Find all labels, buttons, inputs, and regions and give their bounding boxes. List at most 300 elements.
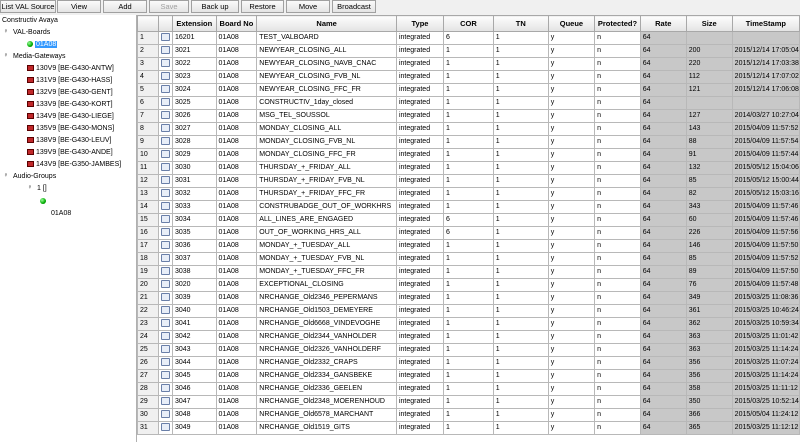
column-header-rate[interactable]: Rate [640, 16, 686, 32]
queue-cell: y [548, 84, 594, 97]
row-icon-cell[interactable] [159, 370, 173, 383]
tree-gateway-item[interactable] [27, 112, 114, 122]
board-label: 01A08 [36, 41, 57, 48]
size-cell: 91 [686, 149, 732, 162]
expand-icon[interactable]: ♀ [3, 172, 9, 179]
gateway-icon [27, 65, 34, 71]
timestamp-cell: 2014/03/27 10:27:04 [732, 110, 799, 123]
timestamp-cell: 2015/04/09 11:57:52 [732, 253, 799, 266]
gateway-icon [27, 101, 34, 107]
row-number: 22 [138, 305, 159, 318]
board-cell: 01A08 [216, 84, 257, 97]
tree-group[interactable]: 1 [] [37, 185, 47, 192]
queue-cell: y [548, 383, 594, 396]
queue-cell: y [548, 149, 594, 162]
timestamp-cell: 2015/04/09 11:57:50 [732, 240, 799, 253]
size-cell: 356 [686, 357, 732, 370]
view-button[interactable]: View [57, 0, 101, 13]
timestamp-cell: 2015/04/09 11:57:44 [732, 149, 799, 162]
type-cell: integrated [396, 409, 443, 422]
tree-val-boards[interactable]: VAL-Boards [13, 29, 51, 36]
protected-cell: n [595, 97, 641, 110]
gateway-label: 139V9 [BE-G430-ANDE] [36, 149, 113, 156]
tree-gateway-item[interactable] [27, 64, 114, 74]
table-row[interactable] [138, 84, 800, 97]
extension-cell: 3037 [173, 253, 217, 266]
table-row[interactable] [138, 357, 800, 370]
row-icon-cell[interactable] [159, 201, 173, 214]
extension-cell: 3044 [173, 357, 217, 370]
column-header-name[interactable]: Name [257, 16, 397, 32]
table-row[interactable] [138, 188, 800, 201]
announcement-table [137, 15, 800, 435]
timestamp-cell: 2015/03/25 10:46:24 [732, 305, 799, 318]
table-row[interactable] [138, 396, 800, 409]
extension-cell: 3031 [173, 175, 217, 188]
column-header-row-number[interactable] [138, 16, 159, 32]
type-cell: integrated [396, 175, 443, 188]
size-cell: 363 [686, 344, 732, 357]
rate-cell: 64 [640, 383, 686, 396]
tn-cell: 1 [493, 175, 548, 188]
gateway-label: 135V9 [BE-G430-MONS] [36, 125, 115, 132]
tree-gateway-item[interactable] [27, 100, 113, 110]
tree-gateway-item[interactable] [27, 160, 121, 170]
tn-cell: 1 [493, 136, 548, 149]
tn-cell: 1 [493, 201, 548, 214]
board-cell: 01A08 [216, 422, 257, 435]
row-icon-cell[interactable] [159, 357, 173, 370]
board-cell: 01A08 [216, 370, 257, 383]
extension-cell: 3047 [173, 396, 217, 409]
column-header-protected[interactable]: Protected? [595, 16, 641, 32]
type-cell: integrated [396, 201, 443, 214]
announcement-icon [161, 410, 170, 418]
type-cell: integrated [396, 110, 443, 123]
table-row[interactable] [138, 149, 800, 162]
type-cell: integrated [396, 71, 443, 84]
tree-gateway-item[interactable] [27, 76, 112, 86]
row-icon-cell[interactable] [159, 136, 173, 149]
name-cell: MONDAY_CLOSING_ALL [257, 123, 397, 136]
tree-audio-groups[interactable]: Audio-Groups [13, 173, 57, 180]
list-val-source-button[interactable]: List VAL Source [1, 2, 55, 11]
column-header-queue[interactable]: Queue [548, 16, 594, 32]
queue-cell: y [548, 305, 594, 318]
timestamp-cell [732, 97, 799, 110]
type-cell: integrated [396, 84, 443, 97]
row-icon-cell[interactable] [159, 266, 173, 279]
cor-cell: 1 [444, 292, 494, 305]
timestamp-cell: 2015/12/14 17:05:04 [732, 45, 799, 58]
type-cell: integrated [396, 97, 443, 110]
tn-cell: 1 [493, 188, 548, 201]
queue-cell: y [548, 136, 594, 149]
row-icon-cell[interactable] [159, 422, 173, 435]
extension-cell: 3049 [173, 422, 217, 435]
table-row[interactable] [138, 136, 800, 149]
tree-board-01a08[interactable] [27, 40, 57, 50]
tree-media-gateways[interactable]: Media-Gateways [13, 53, 66, 60]
queue-cell: y [548, 396, 594, 409]
gateway-icon [27, 113, 34, 119]
row-icon-cell[interactable] [159, 110, 173, 123]
announcement-icon [161, 189, 170, 197]
cor-cell: 6 [444, 214, 494, 227]
extension-cell: 3030 [173, 162, 217, 175]
queue-cell: y [548, 175, 594, 188]
tree-gateway-item[interactable] [27, 148, 113, 158]
name-cell: TEST_VALBOARD [257, 32, 397, 45]
row-number: 25 [138, 344, 159, 357]
board-cell: 01A08 [216, 318, 257, 331]
extension-cell: 3027 [173, 123, 217, 136]
rate-cell: 64 [640, 409, 686, 422]
announcement-icon [161, 163, 170, 171]
rate-cell: 64 [640, 84, 686, 97]
row-number: 15 [138, 214, 159, 227]
table-row[interactable] [138, 318, 800, 331]
table-row[interactable] [138, 370, 800, 383]
board-cell: 01A08 [216, 292, 257, 305]
announcement-icon [161, 319, 170, 327]
announcement-icon [161, 150, 170, 158]
rate-cell: 64 [640, 292, 686, 305]
table-row[interactable] [138, 32, 800, 45]
rate-cell: 64 [640, 227, 686, 240]
size-cell: 132 [686, 162, 732, 175]
announcement-icon [161, 423, 170, 431]
table-row[interactable] [138, 279, 800, 292]
row-icon-cell[interactable] [159, 71, 173, 84]
row-icon-cell[interactable] [159, 84, 173, 97]
size-cell: 82 [686, 188, 732, 201]
column-header-size[interactable]: Size [686, 16, 732, 32]
name-cell: THURSDAY_+_FRIDAY_FVB_NL [257, 175, 397, 188]
add-button[interactable]: Add [103, 0, 147, 13]
row-number: 21 [138, 292, 159, 305]
type-cell: integrated [396, 422, 443, 435]
queue-cell: y [548, 110, 594, 123]
tree-gateway-item[interactable] [27, 124, 114, 134]
rate-cell: 64 [640, 357, 686, 370]
move-button[interactable]: Move [286, 0, 330, 13]
table-row[interactable] [138, 344, 800, 357]
tn-cell: 1 [493, 344, 548, 357]
table-row[interactable] [138, 331, 800, 344]
column-header-tn[interactable]: TN [493, 16, 548, 32]
board-cell: 01A08 [216, 175, 257, 188]
protected-cell: n [595, 240, 641, 253]
name-cell: NRCHANGE_Old1503_DEMEYERE [257, 305, 397, 318]
protected-cell: n [595, 422, 641, 435]
expand-icon[interactable]: ♀ [3, 52, 9, 59]
protected-cell: n [595, 188, 641, 201]
extension-cell: 3033 [173, 201, 217, 214]
rate-cell: 64 [640, 175, 686, 188]
table-row[interactable] [138, 266, 800, 279]
table-row[interactable] [138, 110, 800, 123]
cor-cell: 1 [444, 97, 494, 110]
name-cell: MONDAY_CLOSING_FFC_FR [257, 149, 397, 162]
column-header-cor[interactable]: COR [444, 16, 494, 32]
name-cell: ALL_LINES_ARE_ENGAGED [257, 214, 397, 227]
timestamp-cell: 2015/04/09 11:57:50 [732, 266, 799, 279]
table-row[interactable] [138, 175, 800, 188]
column-header-type[interactable]: Type [396, 16, 443, 32]
size-cell: 76 [686, 279, 732, 292]
column-header-row-icon[interactable] [159, 16, 173, 32]
row-icon-cell[interactable] [159, 188, 173, 201]
table-row[interactable] [138, 409, 800, 422]
name-cell: CONSTRUBADGE_OUT_OF_WORKHRS [257, 201, 397, 214]
row-icon-cell[interactable] [159, 409, 173, 422]
size-cell: 146 [686, 240, 732, 253]
queue-cell: y [548, 370, 594, 383]
cor-cell: 1 [444, 279, 494, 292]
row-icon-cell[interactable] [159, 227, 173, 240]
row-number: 14 [138, 201, 159, 214]
type-cell: integrated [396, 253, 443, 266]
timestamp-cell: 2015/04/09 11:57:48 [732, 279, 799, 292]
column-header-timestamp[interactable]: TimeStamp [732, 16, 799, 32]
protected-cell: n [595, 266, 641, 279]
cor-cell: 1 [444, 422, 494, 435]
row-icon-cell[interactable] [159, 344, 173, 357]
protected-cell: n [595, 214, 641, 227]
protected-cell: n [595, 305, 641, 318]
back-up-button[interactable]: Back up [191, 0, 239, 13]
size-cell [686, 32, 732, 45]
tn-cell: 1 [493, 279, 548, 292]
announcement-icon [161, 384, 170, 392]
size-cell: 362 [686, 318, 732, 331]
row-number: 19 [138, 266, 159, 279]
protected-cell: n [595, 149, 641, 162]
row-icon-cell[interactable] [159, 279, 173, 292]
size-cell: 121 [686, 84, 732, 97]
announcement-grid [137, 15, 800, 442]
tn-cell: 1 [493, 305, 548, 318]
expand-icon[interactable]: ♀ [27, 184, 33, 191]
board-cell: 01A08 [216, 110, 257, 123]
announcement-icon [161, 202, 170, 210]
column-header-extension[interactable]: Extension [173, 16, 217, 32]
protected-cell: n [595, 370, 641, 383]
row-icon-cell[interactable] [159, 331, 173, 344]
tree-root[interactable]: Constructiv Avaya [2, 17, 58, 24]
row-icon-cell[interactable] [159, 97, 173, 110]
row-icon-cell[interactable] [159, 162, 173, 175]
row-number: 12 [138, 175, 159, 188]
row-icon-cell[interactable] [159, 45, 173, 58]
announcement-icon [161, 371, 170, 379]
size-cell: 143 [686, 123, 732, 136]
protected-cell: n [595, 175, 641, 188]
broadcast-button[interactable]: Broadcast [332, 0, 376, 13]
type-cell: integrated [396, 292, 443, 305]
tree-group-board-label: 01A08 [51, 210, 72, 217]
name-cell: NRCHANGE_Old2332_CRAPS [257, 357, 397, 370]
row-icon-cell[interactable] [159, 123, 173, 136]
table-row[interactable] [138, 253, 800, 266]
size-cell: 356 [686, 370, 732, 383]
row-icon-cell[interactable] [159, 149, 173, 162]
row-number: 4 [138, 71, 159, 84]
cor-cell: 1 [444, 344, 494, 357]
table-row[interactable] [138, 71, 800, 84]
row-number: 17 [138, 240, 159, 253]
row-number: 20 [138, 279, 159, 292]
row-number: 8 [138, 123, 159, 136]
board-cell: 01A08 [216, 188, 257, 201]
table-row[interactable] [138, 201, 800, 214]
announcement-icon [161, 124, 170, 132]
tree-gateway-item[interactable] [27, 88, 113, 98]
rate-cell: 64 [640, 45, 686, 58]
board-cell: 01A08 [216, 149, 257, 162]
cor-cell: 1 [444, 305, 494, 318]
timestamp-cell: 2015/12/14 17:06:08 [732, 84, 799, 97]
name-cell: NRCHANGE_Old2346_PEPERMANS [257, 292, 397, 305]
cor-cell: 1 [444, 383, 494, 396]
announcement-icon [161, 176, 170, 184]
tn-cell: 1 [493, 318, 548, 331]
table-row[interactable] [138, 45, 800, 58]
table-row[interactable] [138, 292, 800, 305]
queue-cell: y [548, 331, 594, 344]
row-icon-cell[interactable] [159, 253, 173, 266]
rate-cell: 64 [640, 331, 686, 344]
name-cell: NEWYEAR_CLOSING_NAVB_CNAC [257, 58, 397, 71]
gateway-icon [27, 149, 34, 155]
timestamp-cell: 2015/04/09 11:57:52 [732, 123, 799, 136]
protected-cell: n [595, 318, 641, 331]
queue-cell: y [548, 318, 594, 331]
rate-cell: 64 [640, 396, 686, 409]
board-status-icon [40, 198, 46, 204]
tn-cell: 1 [493, 240, 548, 253]
protected-cell: n [595, 136, 641, 149]
save-button[interactable]: Save [149, 0, 189, 13]
protected-cell: n [595, 71, 641, 84]
row-icon-cell[interactable] [159, 32, 173, 45]
rate-cell: 64 [640, 240, 686, 253]
extension-cell: 3039 [173, 292, 217, 305]
name-cell: MSG_TEL_SOUSSOL [257, 110, 397, 123]
type-cell: integrated [396, 305, 443, 318]
size-cell: 358 [686, 383, 732, 396]
extension-cell: 3040 [173, 305, 217, 318]
type-cell: integrated [396, 136, 443, 149]
type-cell: integrated [396, 214, 443, 227]
table-row[interactable] [138, 58, 800, 71]
type-cell: integrated [396, 227, 443, 240]
name-cell: MONDAY_+_TUESDAY_ALL [257, 240, 397, 253]
tn-cell: 1 [493, 97, 548, 110]
row-icon-cell[interactable] [159, 305, 173, 318]
gateway-label: 131V9 [BE-G430-HASS] [36, 77, 113, 84]
name-cell: NRCHANGE_Old6578_MARCHANT [257, 409, 397, 422]
row-number: 11 [138, 162, 159, 175]
announcement-icon [161, 241, 170, 249]
name-cell: NRCHANGE_Old2348_MOERENHOUD [257, 396, 397, 409]
board-cell: 01A08 [216, 201, 257, 214]
row-number: 1 [138, 32, 159, 45]
name-cell: MONDAY_+_TUESDAY_FFC_FR [257, 266, 397, 279]
name-cell: MONDAY_+_TUESDAY_FVB_NL [257, 253, 397, 266]
cor-cell: 1 [444, 331, 494, 344]
timestamp-cell: 2015/03/25 11:14:24 [732, 370, 799, 383]
type-cell: integrated [396, 188, 443, 201]
tn-cell: 1 [493, 110, 548, 123]
table-row[interactable] [138, 422, 800, 435]
announcement-icon [161, 228, 170, 236]
row-icon-cell[interactable] [159, 240, 173, 253]
table-row[interactable] [138, 227, 800, 240]
gateway-label: 134V9 [BE-G430-LIEGE] [36, 113, 114, 120]
row-number: 5 [138, 84, 159, 97]
row-icon-cell[interactable] [159, 214, 173, 227]
extension-cell: 3026 [173, 110, 217, 123]
restore-button[interactable]: Restore [241, 0, 284, 13]
type-cell: integrated [396, 162, 443, 175]
tree-group-board[interactable] [40, 197, 48, 207]
row-icon-cell[interactable] [159, 58, 173, 71]
board-cell: 01A08 [216, 383, 257, 396]
announcement-icon [161, 72, 170, 80]
expand-icon[interactable]: ♀ [3, 28, 9, 35]
announcement-icon [161, 33, 170, 41]
row-icon-cell[interactable] [159, 175, 173, 188]
name-cell: EXCEPTIONAL_CLOSING [257, 279, 397, 292]
rate-cell: 64 [640, 71, 686, 84]
row-icon-cell[interactable] [159, 318, 173, 331]
tn-cell: 1 [493, 123, 548, 136]
table-row[interactable] [138, 214, 800, 227]
tn-cell: 1 [493, 253, 548, 266]
table-row[interactable] [138, 240, 800, 253]
table-row[interactable] [138, 305, 800, 318]
cor-cell: 1 [444, 409, 494, 422]
cor-cell: 1 [444, 253, 494, 266]
rate-cell: 64 [640, 422, 686, 435]
protected-cell: n [595, 84, 641, 97]
table-row[interactable] [138, 123, 800, 136]
row-number: 6 [138, 97, 159, 110]
protected-cell: n [595, 45, 641, 58]
gateway-label: 143V9 [BE-G350-JAMBES] [36, 161, 122, 168]
announcement-icon [161, 254, 170, 262]
rate-cell: 64 [640, 32, 686, 45]
table-row[interactable] [138, 162, 800, 175]
size-cell: 88 [686, 136, 732, 149]
cor-cell: 1 [444, 149, 494, 162]
column-header-board-no[interactable]: Board No [216, 16, 257, 32]
timestamp-cell: 2015/12/14 17:07:02 [732, 71, 799, 84]
tree-gateway-item[interactable] [27, 136, 112, 146]
row-icon-cell[interactable] [159, 396, 173, 409]
size-cell: 226 [686, 227, 732, 240]
cor-cell: 1 [444, 110, 494, 123]
type-cell: integrated [396, 370, 443, 383]
name-cell: NRCHANGE_Old2326_VANHOLDERF [257, 344, 397, 357]
row-icon-cell[interactable] [159, 383, 173, 396]
table-row[interactable] [138, 97, 800, 110]
tn-cell: 1 [493, 409, 548, 422]
row-icon-cell[interactable] [159, 292, 173, 305]
table-row[interactable] [138, 383, 800, 396]
